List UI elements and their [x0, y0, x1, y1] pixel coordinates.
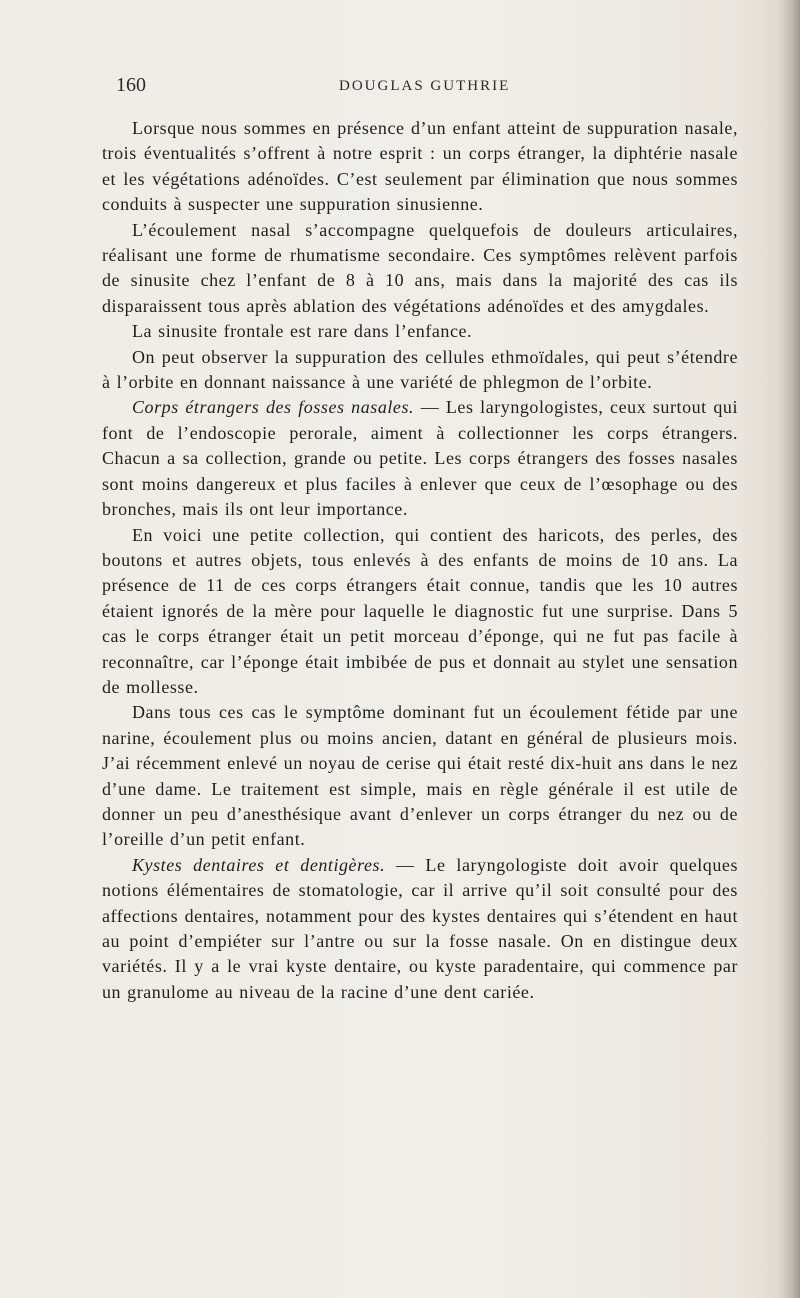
- running-title: DOUGLAS GUTHRIE: [339, 78, 511, 94]
- paragraph: En voici une petite collection, qui contient des haricots, des perles, des boutons et autres objets, tous enlevés à des enfants de moins de 10 ans. La présence de 11 de ces corps étrangers était connue, tandis que les 10 autres étaient ignorés de la mère pour laquelle le diagnostic fut une surprise. Dans 5 cas le corps étranger était un petit morceau d’éponge, qui ne fut pas facile à reconnaître, car l’éponge était imbibée de pus et donnait au stylet une sensation de mollesse.: [102, 524, 738, 697]
- body-text: [102, 116, 738, 1005]
- page-edge-shadow: [778, 0, 800, 1298]
- section-paragraph-corps-etrangers: Corps étrangers des fosses nasales. — Les laryngologistes, ceux surtout qui font de l’endoscopie perorale, aiment à collectionner les corps étrangers. Chacun a sa collection, grande ou petite. Les corps étrangers des fosses nasales sont moins dangereux et plus faciles à enlever que ceux de l’œsophage ou des bronches, mais ils ont leur importance.: [102, 397, 738, 520]
- paragraph: Lorsque nous sommes en présence d’un enfant atteint de suppuration nasale, trois éventualités s’offrent à notre esprit : un corps étranger, la diphtérie nasale et les végétations adénoïdes. C’est seulement par élimination que nous sommes conduits à suspecter une suppuration sinusienne.: [102, 118, 738, 215]
- paragraph: Dans tous ces cas le symptôme dominant fut un écoulement fétide par une narine, écoulement plus ou moins ancien, datant en général de plusieurs mois. J’ai récemment enlevé un noyau de cerise qui était resté dix-huit ans dans le nez d’une dame. Le traitement est simple, mais en règle générale il est utile de donner un peu d’anesthésique avant d’enlever un corps étranger du nez ou de l’oreille d’un petit enfant.: [102, 702, 738, 850]
- section-heading-italic: Corps étrangers des fosses nasales.: [132, 397, 415, 418]
- section-heading-italic: Kystes dentaires et dentigères.: [132, 854, 386, 875]
- running-head: [116, 74, 756, 104]
- page-number: 160: [116, 74, 146, 96]
- paragraph: L’écoulement nasal s’accompagne quelquefois de douleurs articulaires, réalisant une forme de rhumatisme secondaire. Ces symptômes relèvent parfois de sinusite chez l’enfant de 8 à 10 ans, mais dans la majorité des cas ils disparaissent tous après ablation des végétations adénoïdes et des amygdales.: [102, 219, 738, 316]
- paragraph: La sinusite frontale est rare dans l’enfance.: [132, 321, 473, 342]
- paragraph: On peut observer la suppuration des cellules ethmoïdales, qui peut s’étendre à l’orbite en donnant naissance à une variété de phlegmon de l’orbite.: [102, 346, 738, 393]
- section-paragraph-kystes-dentaires: Kystes dentaires et dentigères. — Le laryngologiste doit avoir quelques notions élémentaires de stomatologie, car il arrive qu’il soit consulté pour des affections dentaires, notamment pour des kystes dentaires qui s’étendent en haut au point d’empiéter sur l’antre ou sur la fosse nasale. On en distingue deux variétés. Il y a le vrai kyste dentaire, ou kyste paradentaire, qui commence par un granulome au niveau de la racine d’une dent cariée.: [102, 854, 739, 1002]
